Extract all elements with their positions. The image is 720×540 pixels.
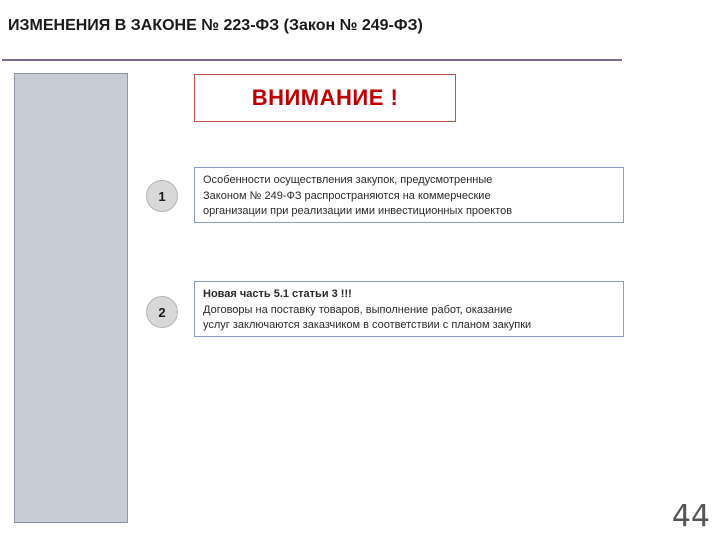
attention-banner — [194, 74, 456, 122]
item-number-2: 2 — [146, 296, 178, 328]
slide-title: ИЗМЕНЕНИЯ В ЗАКОНЕ № 223-ФЗ (Закон № 249-ФЗ) — [8, 17, 423, 34]
title-divider — [2, 59, 622, 61]
attention-text: ВНИМАНИЕ ! — [251, 85, 399, 110]
side-panel — [14, 73, 128, 523]
item-2-heading: Новая часть 5.1 статьи 3 !!! — [203, 288, 352, 300]
item-box-1 — [194, 167, 624, 223]
item-1-line-1: Особенности осуществления закупок, предусмотренные — [203, 174, 493, 186]
item-1-line-3: организации при реализации ими инвестиционных проектов — [203, 205, 513, 218]
item-1-line-2: Законом № 249-ФЗ распространяются на коммерческие — [203, 189, 491, 202]
item-2-line-1: Договоры на поставку товаров, выполнение работ, оказание — [203, 303, 513, 316]
item-2-line-2: услуг заключаются заказчиком в соответствии с планом закупки — [203, 319, 532, 332]
page-number: 44 — [671, 499, 710, 534]
item-number-1: 1 — [146, 180, 178, 212]
item-box-2 — [194, 281, 624, 337]
